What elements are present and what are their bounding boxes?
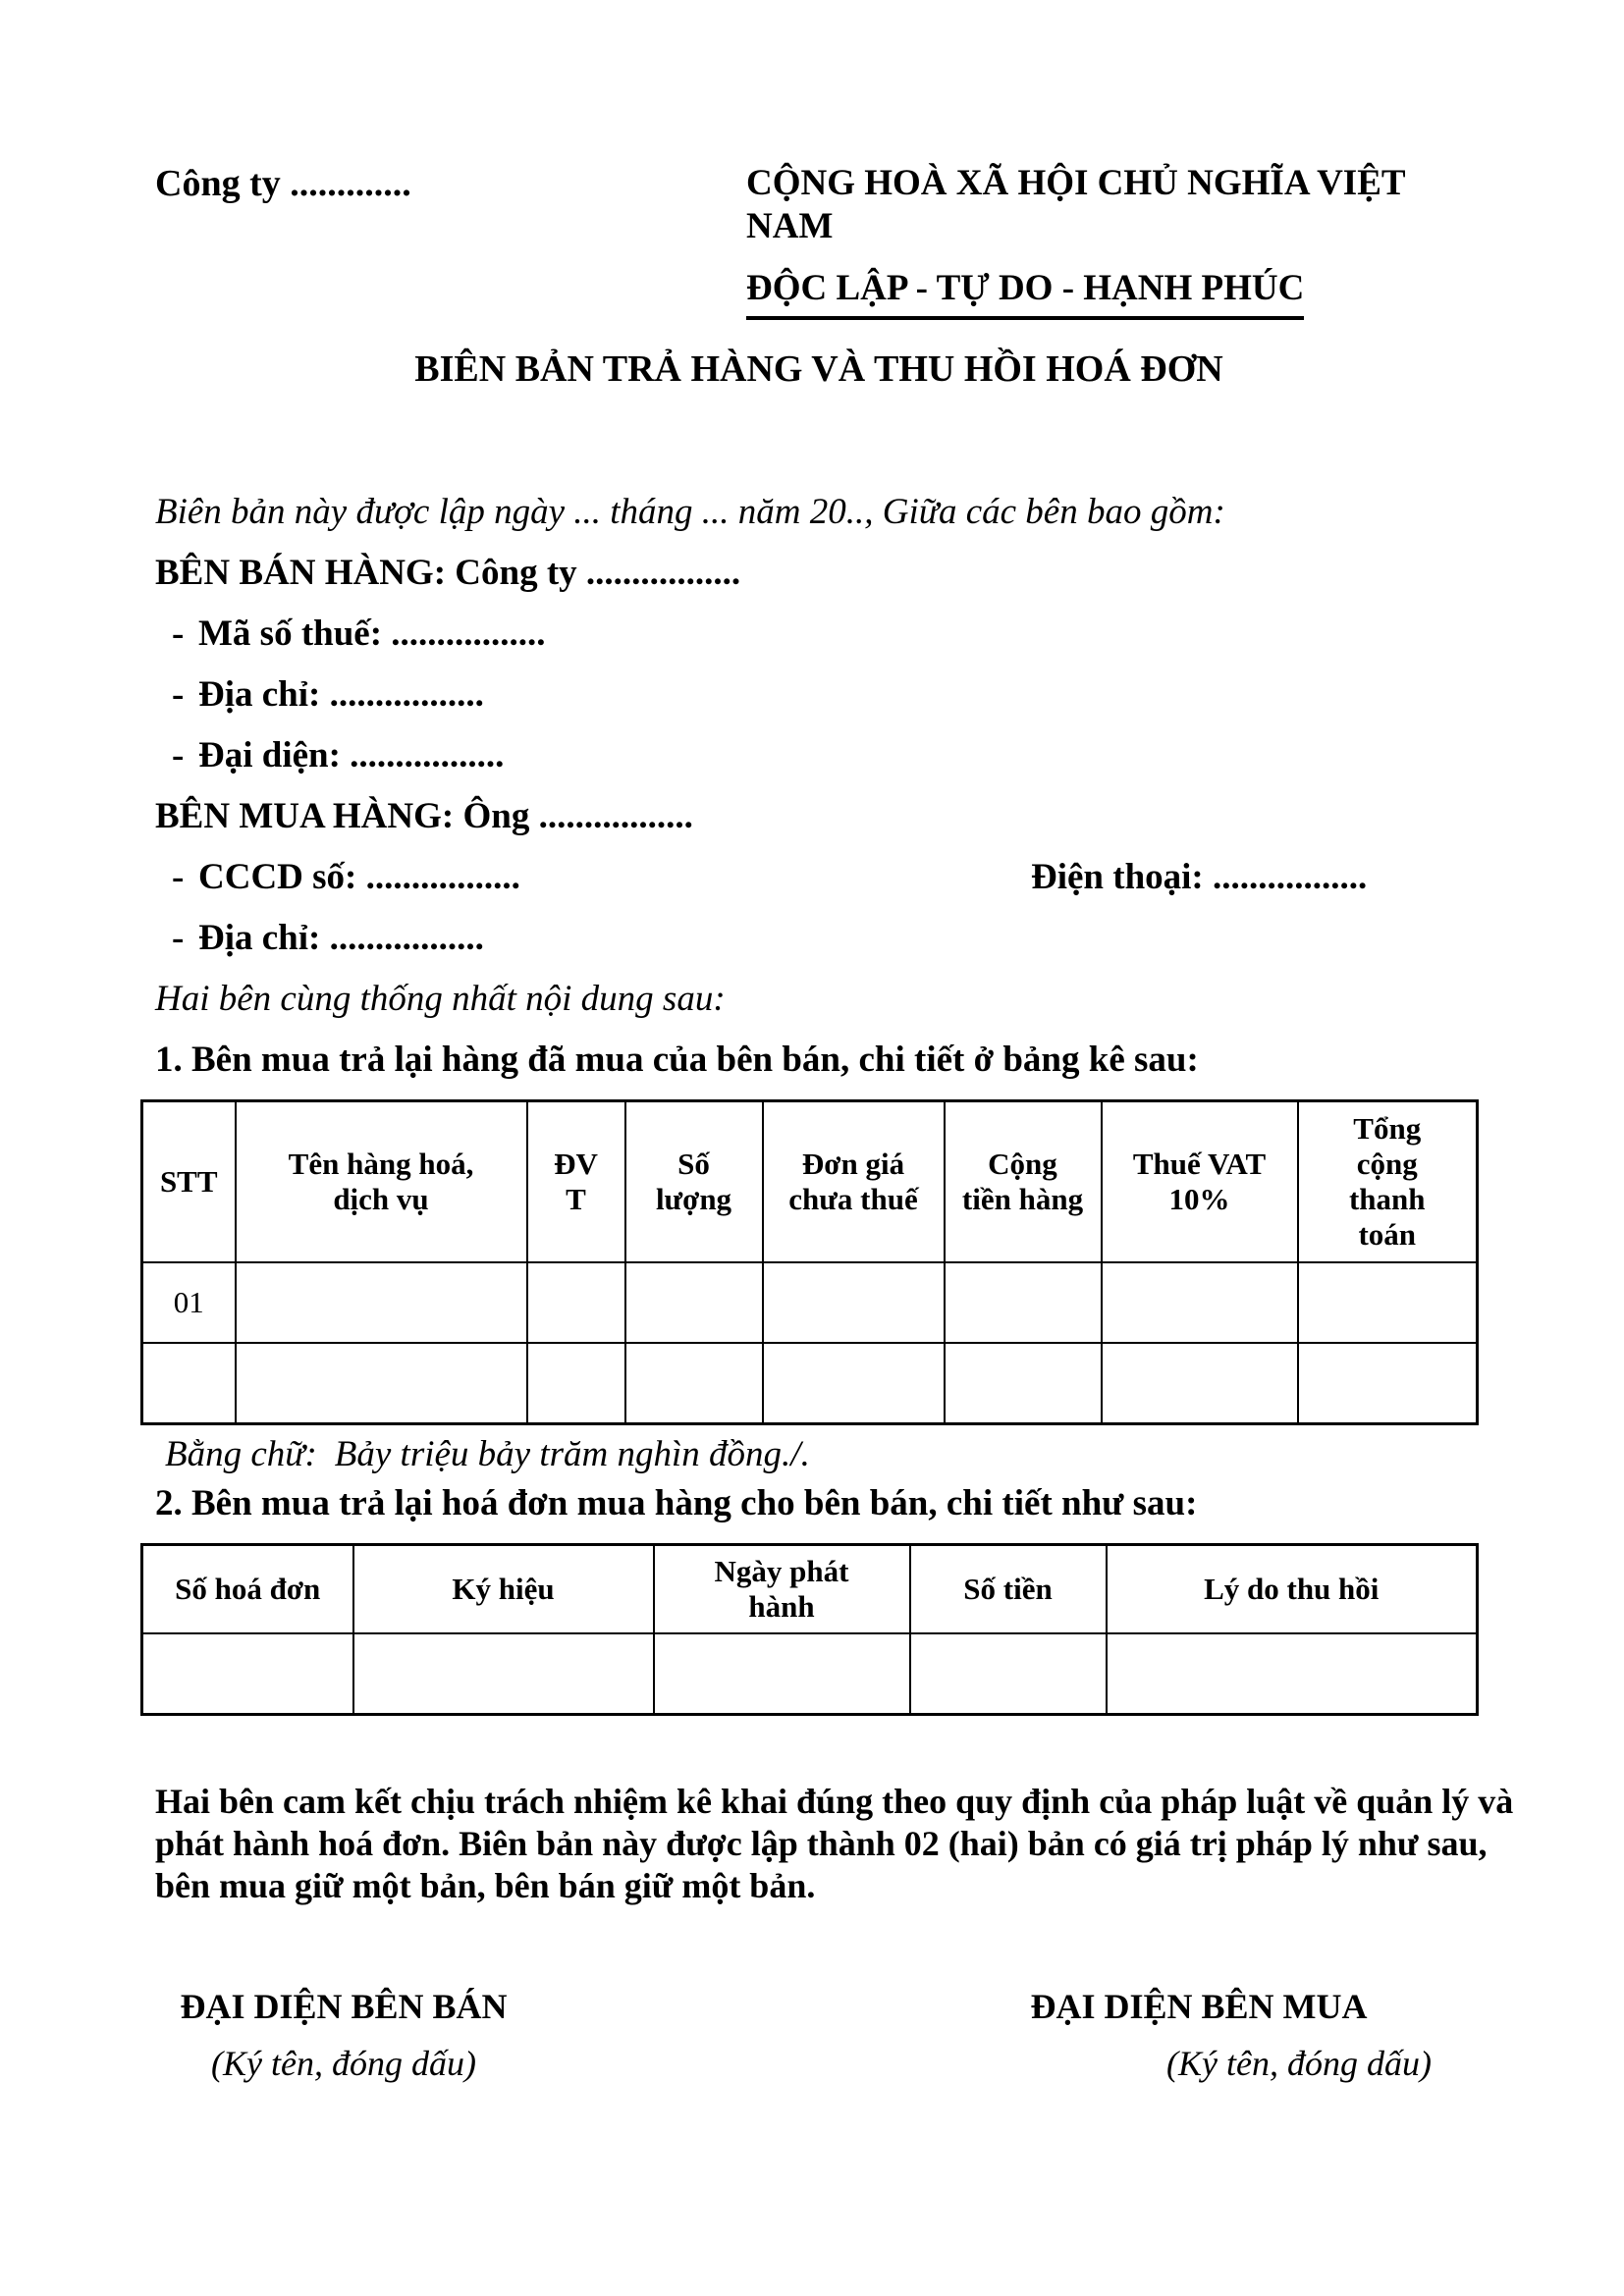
table-cell: 01 bbox=[142, 1262, 236, 1343]
seller-signature-note: (Ký tên, đóng dấu) bbox=[211, 2044, 476, 2083]
item-dash: - bbox=[172, 857, 185, 897]
header-cell-subtotal: Cộng tiền hàng bbox=[945, 1101, 1102, 1263]
header-cell-recall-reason: Lý do thu hồi bbox=[1107, 1545, 1478, 1634]
table-cell bbox=[763, 1262, 945, 1343]
table-cell bbox=[527, 1262, 625, 1343]
seller-representative: Đại diện: ................. bbox=[198, 735, 505, 775]
section1-heading: 1. Bên mua trả lại hàng đã mua của bên bán, chi tiết ở bảng kê sau: bbox=[155, 1040, 1199, 1080]
goods-table-row bbox=[142, 1343, 1478, 1424]
buyer-heading: BÊN MUA HÀNG: Ông ................. bbox=[155, 796, 693, 836]
seller-representative-line bbox=[155, 734, 1483, 777]
buyer-signature-title: ĐẠI DIỆN BÊN MUA bbox=[1030, 1987, 1368, 2026]
national-motto bbox=[746, 162, 1483, 320]
table-cell bbox=[142, 1633, 353, 1715]
item-dash: - bbox=[172, 614, 185, 654]
amount-value: Bảy triệu bảy trăm nghìn đồng./. bbox=[334, 1434, 810, 1474]
buyer-id-line bbox=[155, 856, 1483, 899]
header-cell-issue-date: Ngày phát hành bbox=[654, 1545, 910, 1634]
header-cell-quantity: Số lượng bbox=[625, 1101, 763, 1263]
seller-address-line bbox=[155, 673, 1483, 717]
header-cell-serial: Ký hiệu bbox=[353, 1545, 654, 1634]
table-cell bbox=[763, 1343, 945, 1424]
header-cell-total: Tổng cộng thanh toán bbox=[1298, 1101, 1478, 1263]
table-cell bbox=[1102, 1343, 1298, 1424]
table-cell bbox=[142, 1343, 236, 1424]
seller-tax-code: Mã số thuế: ................. bbox=[198, 614, 546, 654]
motto-line-2: ĐỘC LẬP - TỰ DO - HẠNH PHÚC bbox=[746, 267, 1304, 320]
section2-heading: 2. Bên mua trả lại hoá đơn mua hàng cho bên bán, chi tiết như sau: bbox=[155, 1483, 1198, 1523]
table-cell bbox=[625, 1343, 763, 1424]
document-title: BIÊN BẢN TRẢ HÀNG VÀ THU HỒI HOÁ ĐƠN bbox=[414, 348, 1223, 390]
header-cell-invoice-number: Số hoá đơn bbox=[142, 1545, 353, 1634]
seller-heading: BÊN BÁN HÀNG: Công ty ................. bbox=[155, 553, 741, 593]
agreement-line: Hai bên cùng thống nhất nội dung sau: bbox=[155, 979, 726, 1019]
company-name: Công ty ............. bbox=[155, 163, 411, 204]
seller-signature-title: ĐẠI DIỆN BÊN BÁN bbox=[180, 1987, 508, 2026]
table-cell bbox=[1102, 1262, 1298, 1343]
invoice-table-row bbox=[142, 1633, 1478, 1715]
header-cell-stt: STT bbox=[142, 1101, 236, 1263]
seller-tax-code-line bbox=[155, 613, 1483, 656]
closing-line: phát hành hoá đơn. Biên bản này được lập thành 02 (hai) bản có giá trị pháp lý như sau, bbox=[155, 1824, 1488, 1863]
header-cell-unit-price: Đơn giá chưa thuế bbox=[763, 1101, 945, 1263]
header-cell-vat: Thuế VAT 10% bbox=[1102, 1101, 1298, 1263]
amount-label: Bằng chữ: bbox=[165, 1434, 317, 1474]
table-cell bbox=[1298, 1343, 1478, 1424]
table-cell bbox=[1298, 1262, 1478, 1343]
table-cell bbox=[945, 1343, 1102, 1424]
buyer-id-number: CCCD số: ................. bbox=[198, 857, 520, 897]
signature-block bbox=[155, 1986, 1483, 2123]
buyer-address: Địa chỉ: ................. bbox=[198, 918, 484, 958]
table-cell bbox=[353, 1633, 654, 1715]
goods-table-header-row bbox=[142, 1101, 1478, 1263]
header-cell-item-name: Tên hàng hoá, dịch vụ bbox=[236, 1101, 527, 1263]
goods-table-row bbox=[142, 1262, 1478, 1343]
closing-line: bên mua giữ một bản, bên bán giữ một bản. bbox=[155, 1866, 816, 1905]
item-dash: - bbox=[172, 918, 185, 958]
invoice-recall-table bbox=[140, 1543, 1479, 1716]
buyer-phone: Điện thoại: ................. bbox=[1031, 857, 1368, 897]
amount-in-words bbox=[155, 1433, 1483, 1476]
intro-line: Biên bản này được lập ngày ... tháng ... năm 20.., Giữa các bên bao gồm: bbox=[155, 492, 1225, 532]
table-cell bbox=[625, 1262, 763, 1343]
table-cell bbox=[527, 1343, 625, 1424]
table-cell bbox=[945, 1262, 1102, 1343]
table-cell bbox=[236, 1262, 527, 1343]
table-cell bbox=[1107, 1633, 1478, 1715]
seller-address: Địa chỉ: ................. bbox=[198, 674, 484, 715]
item-dash: - bbox=[172, 735, 185, 775]
table-cell bbox=[654, 1633, 910, 1715]
buyer-signature-note: (Ký tên, đóng dấu) bbox=[1166, 2044, 1432, 2083]
closing-line: Hai bên cam kết chịu trách nhiệm kê khai đúng theo quy định của pháp luật về quản lý và bbox=[155, 1782, 1514, 1821]
motto-line-1: CỘNG HOÀ XÃ HỘI CHỦ NGHĨA VIỆT NAM bbox=[746, 163, 1405, 246]
document-header bbox=[155, 162, 1483, 308]
buyer-address-line bbox=[155, 917, 1483, 960]
invoice-table-header-row bbox=[142, 1545, 1478, 1634]
item-dash: - bbox=[172, 674, 185, 715]
header-cell-amount: Số tiền bbox=[910, 1545, 1107, 1634]
table-cell bbox=[236, 1343, 527, 1424]
closing-paragraph bbox=[155, 1781, 1514, 1907]
goods-return-table bbox=[140, 1099, 1479, 1425]
table-cell bbox=[910, 1633, 1107, 1715]
header-cell-unit: ĐVT bbox=[527, 1101, 625, 1263]
